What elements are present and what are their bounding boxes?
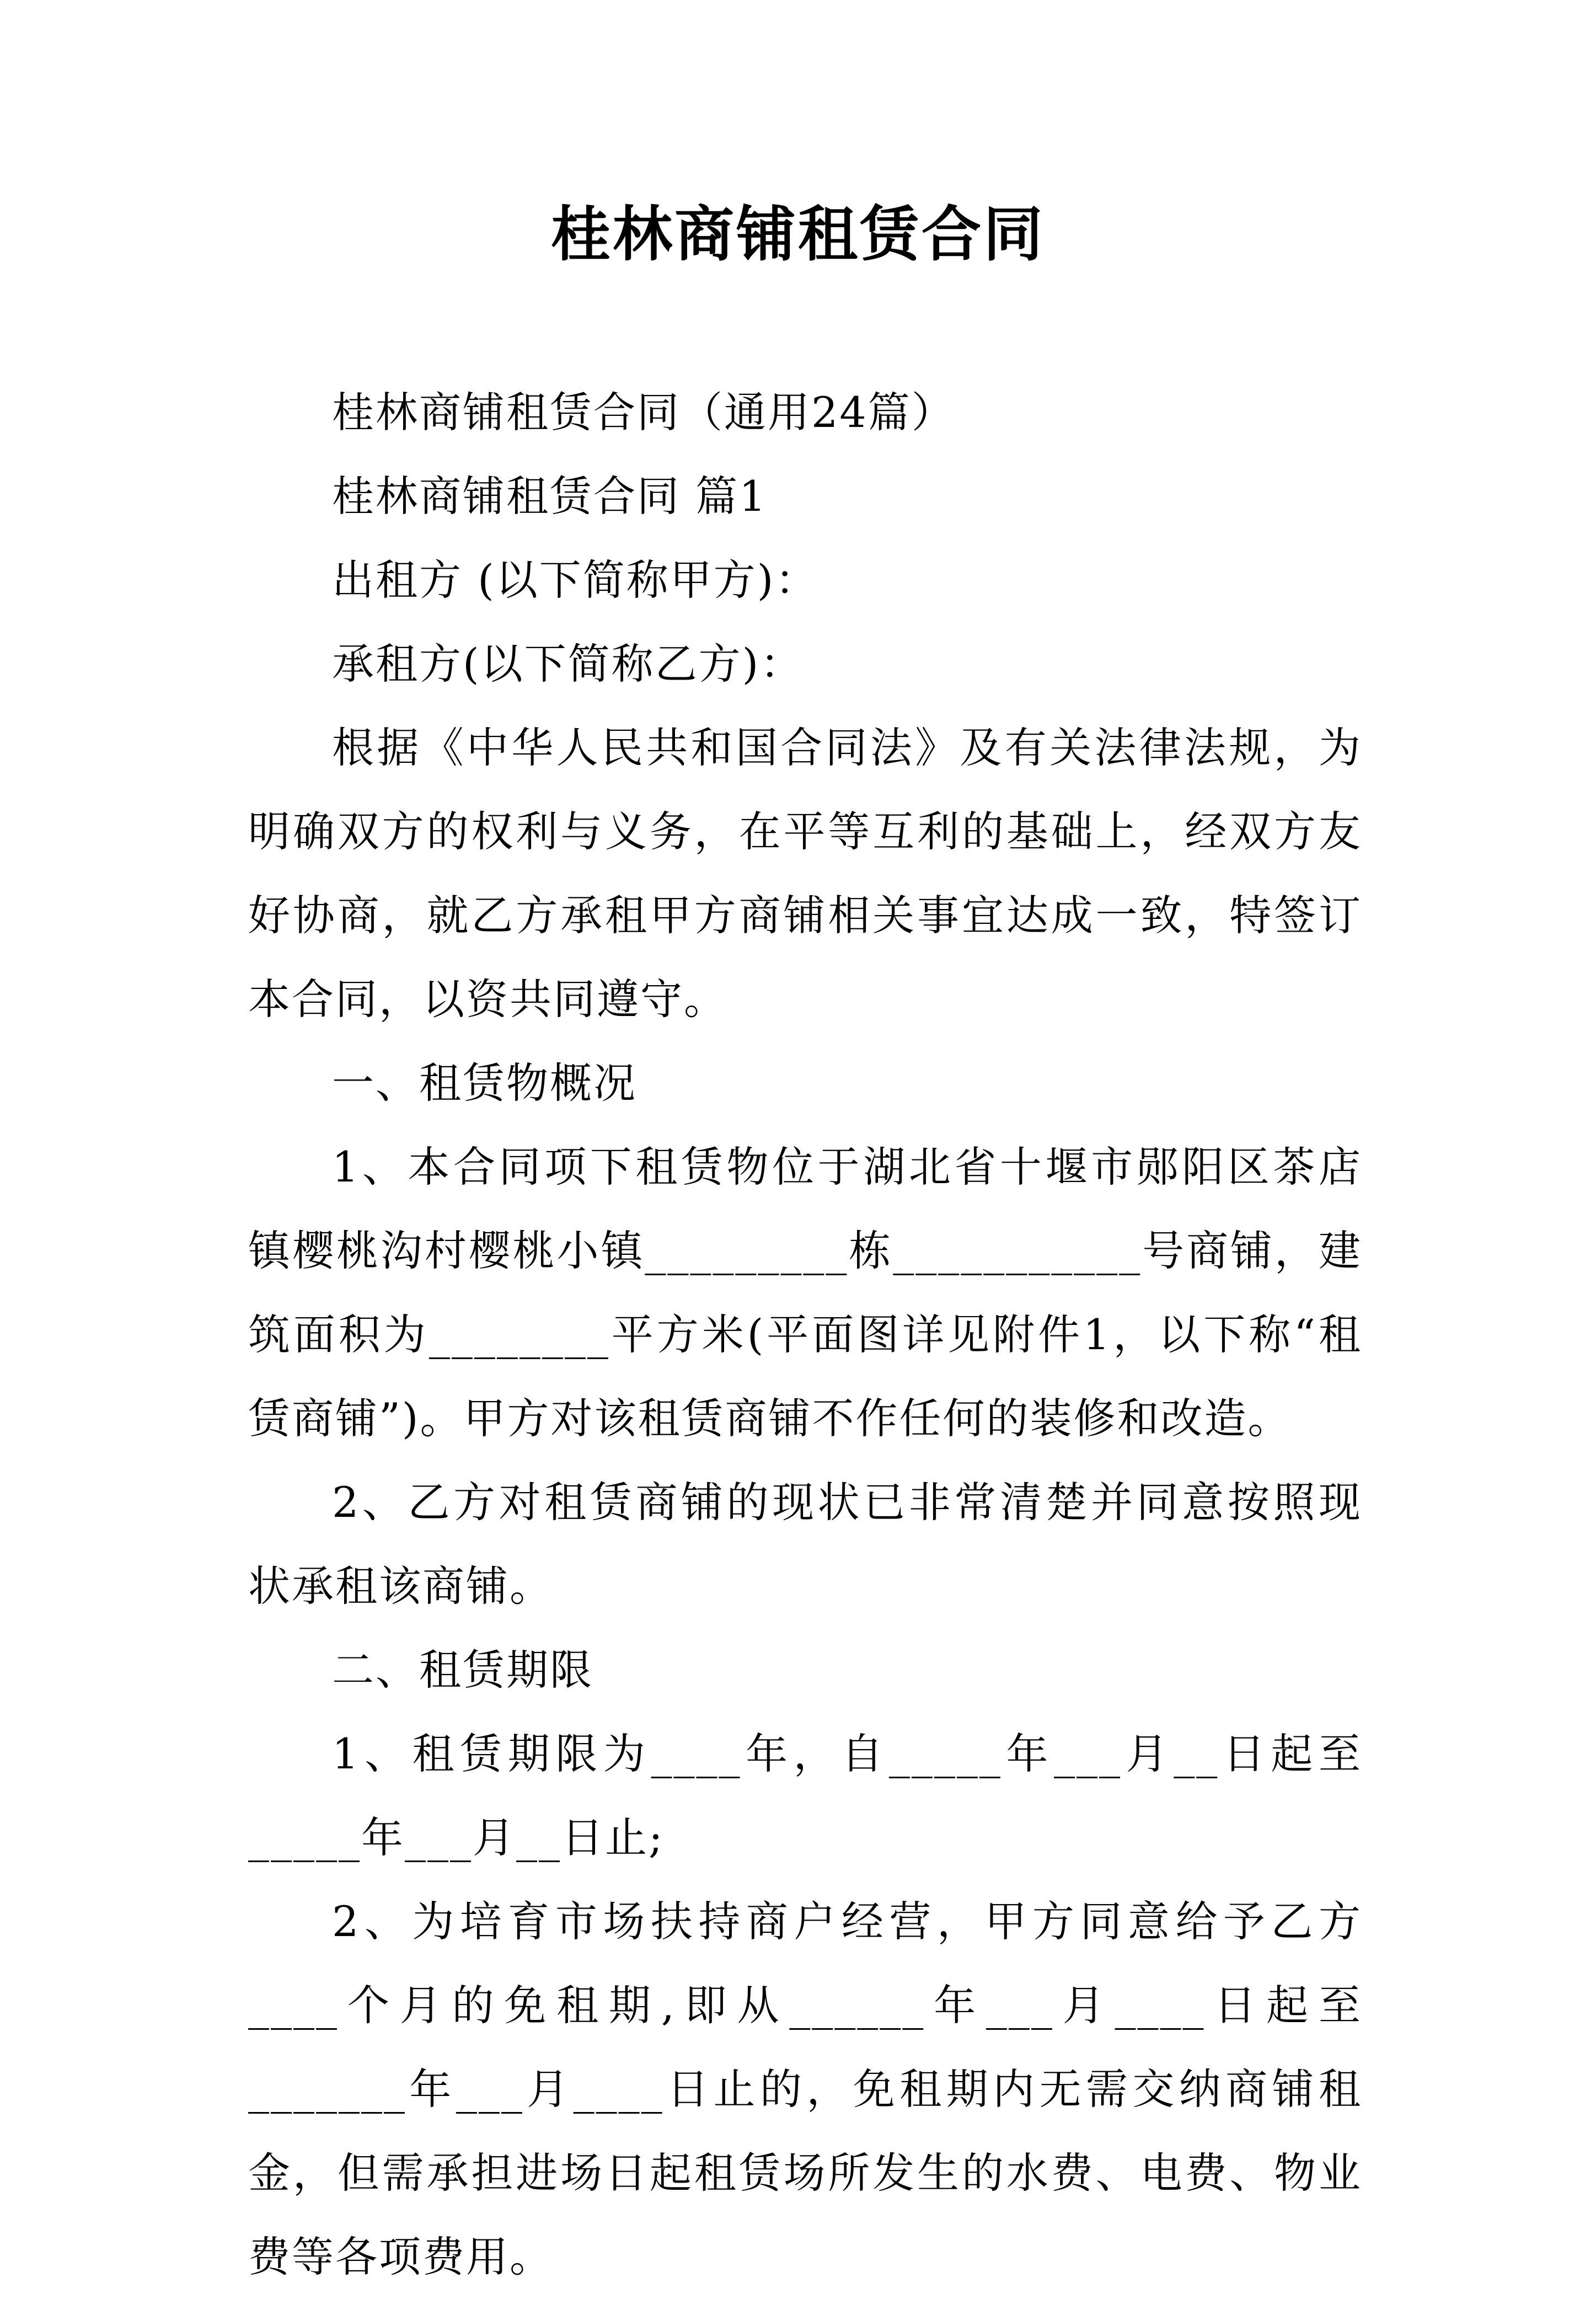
- heading-lease-overview: 一、租赁物概况: [332, 1058, 637, 1108]
- lessor-line: 出租方 (以下简称甲方)：: [332, 555, 819, 605]
- section-heading-part-1: 桂林商铺租赁合同 篇1: [332, 472, 768, 521]
- clause-2-2: 2、为培育市场扶持商户经营，甲方同意给予乙方____个月的免租期,即从______年___月____日起至_______年___月____日止的，免租期内无需交纳商铺租金，但需承担进场日起租赁场所发生的水费、电费、物业费等各项费用。: [248, 1897, 1362, 2281]
- clause-1-2: 2、乙方对租赁商铺的现状已非常清楚并同意按照现状承租该商铺。: [248, 1478, 1362, 1611]
- preamble-paragraph: 根据《中华人民共和国合同法》及有关法律法规，为明确双方的权利与义务，在平等互利的基础上，经双方友好协商，就乙方承租甲方商铺相关事宜达成一致，特签订本合同，以资共同遵守。: [248, 723, 1362, 1024]
- document-subtitle: 桂林商铺租赁合同（通用24篇）: [332, 388, 955, 437]
- clause-2-1: 1、租赁期限为____年，自_____年___月__日起至_____年___月__日止;: [248, 1729, 1362, 1862]
- clause-1-1: 1、本合同项下租赁物位于湖北省十堰市郧阳区茶店镇樱桃沟村樱桃小镇_________栋___________号商铺，建筑面积为________平方米(平面图详见附件1，以下称“租赁商铺”)。甲方对该租赁商铺不作任何的装修和改造。: [248, 1142, 1362, 1443]
- document-body: [248, 371, 1362, 2299]
- heading-lease-term: 二、租赁期限: [332, 1645, 593, 1694]
- document-title: 桂林商铺租赁合同: [550, 200, 1045, 269]
- lessee-line: 承租方(以下简称乙方)：: [332, 639, 804, 688]
